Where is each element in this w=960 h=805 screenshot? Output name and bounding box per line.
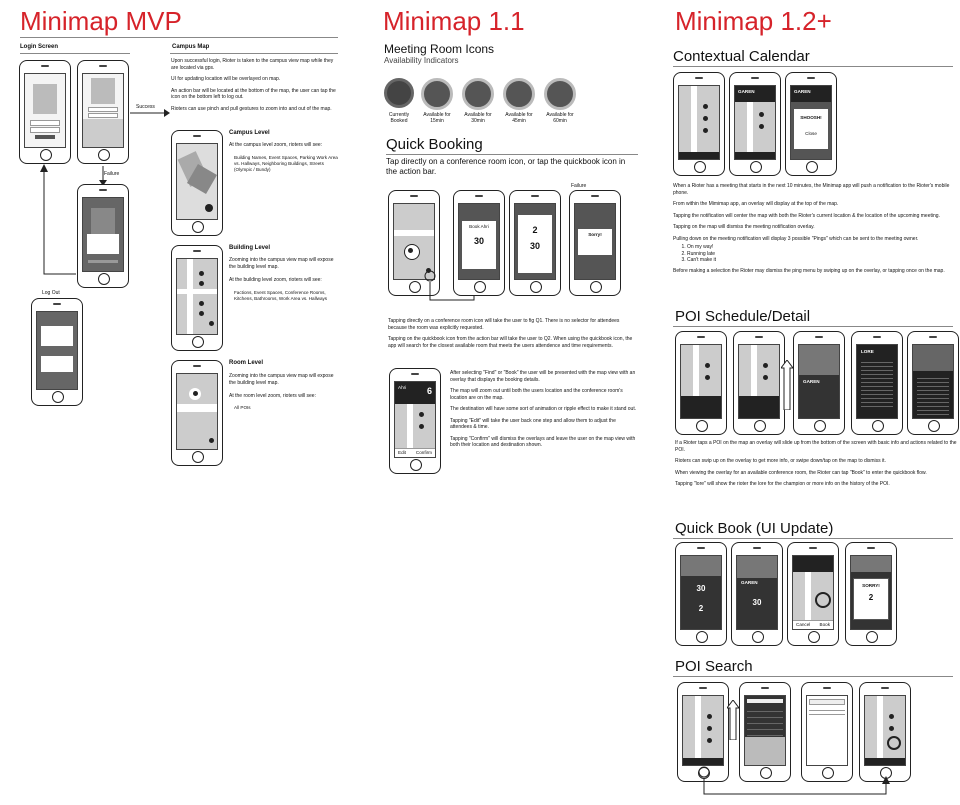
mvp-title: Minimap MVP [20, 6, 182, 36]
qbui-phone-1: 30 2 [675, 542, 727, 646]
icon-caption-1: Available for 15min [423, 112, 451, 124]
room-level-label: Room Level [229, 360, 264, 366]
campus-map-text: Upon successful login, Rioter is taken to the campus view map while they are located via gps. UI for updating location will be overlayed on map. An action bar will be located at the bottom of the map, the user can tap the icon on the bottom left to log out. Rioters can use pinch and pull gestures to zoom into and out of the map. [171, 58, 336, 112]
qbui-phone-3: Cancel Book [787, 542, 839, 646]
campus-map-label: Campus Map [172, 44, 210, 50]
success-arrow [130, 108, 170, 118]
login-phone-2 [77, 60, 129, 164]
q1-phone: Book Ahri 30 [453, 190, 505, 296]
building-level-text2: At the building level zoom, rioters will see: [229, 277, 322, 283]
poi-text: If a Rioter taps a POI on the map an overlay will slide up from the bottom of the screen with basic info and actions related to the POI. Rioters can swip up on the overlay to get more info, or swipe down/tap on the map to dismiss it. When viewing the overlay for an available conference room, the Rioter can tap "Book" to enter the quickbook flow. Tapping "lore" will show the rioter the lore for the champion or more info on the history of the POI. [675, 440, 957, 487]
v12-title: Minimap 1.2+ [675, 6, 832, 36]
campus-map-rule [170, 53, 338, 54]
room-level-text2: At the room level zoom, rioters will see: [229, 393, 316, 399]
room-icon-45 [503, 78, 535, 110]
poi-phone-2 [733, 331, 785, 435]
quickbook-ui-heading: Quick Book (UI Update) [675, 520, 834, 537]
poi-phone-4: LORE [851, 331, 903, 435]
building-level-phone [171, 245, 223, 351]
calendar-heading: Contextual Calendar [673, 48, 810, 65]
room-level-phone [171, 360, 223, 466]
search-flow-arrow [696, 766, 896, 800]
qbui-phone-4: SORRY! 2 [845, 542, 897, 646]
qb-paragraphs-1: Tapping directly on a conference room icon will take the user to fig Q1. There is no selector for attendees because the room was explicitly requested. Tapping on the quickbook icon from the action bar will take the user to Q2. When using the quickbook icon, the app will search for the closest available room that meets the users attendence and time requirements. [388, 318, 633, 349]
logout-label: Log Out [42, 290, 60, 296]
campus-level-list: Building Names, Event Spaces, Parking Work Area vs. Hallways, Neighboring Buildings, Streets (Olympic / Bundy) [234, 155, 338, 172]
room-level-list: All POIs [234, 405, 251, 410]
cal-phone-2: GAREN [729, 72, 781, 176]
quick-booking-heading: Quick Booking [386, 136, 483, 153]
q-failure-label: Failure [571, 183, 587, 189]
poi-phone-1 [675, 331, 727, 435]
quick-booking-desc: Tap directly on a conference room icon, or tap the quickbook icon in the action bar. [386, 157, 626, 176]
swipe-up-arrow [781, 360, 793, 410]
poi-phone-3: GAREN [793, 331, 845, 435]
room-icon-30 [462, 78, 494, 110]
room-icon-60 [544, 78, 576, 110]
building-level-text1: Zooming into the campus view map will expose the building level map. [229, 257, 334, 270]
v11-title: Minimap 1.1 [383, 6, 525, 36]
failure-phone [77, 184, 129, 288]
logout-phone [31, 298, 83, 406]
cal-phone-1 [673, 72, 725, 176]
q3-phone: Sorry! [569, 190, 621, 296]
login-screen-label: Login Screen [20, 44, 59, 50]
quickbook-ui-rule [673, 538, 953, 539]
login-phone-1 [19, 60, 71, 164]
campus-level-label: Campus Level [229, 130, 270, 136]
login-rule [20, 53, 130, 54]
poi-phone-5 [907, 331, 959, 435]
icon-caption-4: Available for 60min [546, 112, 574, 124]
icons-subheading: Availability Indicators [384, 56, 459, 65]
icon-caption-2: Available for 30min [464, 112, 492, 124]
quick-booking-rule [386, 154, 638, 155]
booking-result-phone: Ahri 6 Edit Confirm [389, 368, 441, 474]
search-rule [673, 676, 953, 677]
icon-caption-0: Currently Booked [388, 112, 410, 124]
icon-caption-3: Available for 45min [505, 112, 533, 124]
poi-rule [673, 326, 953, 327]
search-heading: POI Search [675, 658, 753, 675]
building-level-list: Factions, Event Spaces, Conference Rooms, Kitchens, Bathrooms, Work Area vs. Hallways [234, 290, 328, 301]
qb-paragraphs-2: After selecting "Find" or "Book" the user will be presented with the map view with an overlay that displays the booking details. The map will zoom out until both the users location and the conference room's location are on the map. The destination will have some sort of animation or ripple effect to make it stand out. Tapping "Edit" will take the user back one step and allow them to adjust the attendees & time. Tapping "Confirm" will dismiss the overlays and leave the user on the map view with both their location and destination shown. [450, 370, 637, 448]
qbui-phone-2: GAREN 30 [731, 542, 783, 646]
room-icon-booked [384, 78, 414, 108]
campus-level-text: At the campus level zoom, rioters will see: [229, 142, 323, 148]
room-level-text1: Zooming into the campus view map will expose the building level map. [229, 373, 334, 386]
calendar-rule [673, 66, 953, 67]
poi-heading: POI Schedule/Detail [675, 308, 811, 325]
calendar-text: When a Rioter has a meeting that starts in the next 10 minutes, the Minimap app will push a notification to the Rioter's mobile phone. From within the Mimimap app, an overlay will display at the top of the map. Tapping the notification will center the map with both the Rioter's current location & the location of the upcoming meeting. Tapping on the map will dismiss the meeting notification overlay. Pulling down on the meeting notification will display 3 possible "Pings" which can be sent to the meeting owner. 1. On my way! 2. Running late 3. Can't make it Before making a selection the Rioter may dismiss the ping menu by swiping up on the overlay, or tapping once on the map. [673, 183, 955, 279]
qb-flow-arrow [418, 270, 478, 306]
failure-label: Failure [104, 171, 120, 177]
mvp-title-rule [20, 37, 338, 38]
room-icon-15 [421, 78, 453, 110]
search-up-arrow [727, 700, 739, 740]
success-label: Success [136, 104, 155, 110]
q2-phone: 2 30 [509, 190, 561, 296]
icons-heading: Meeting Room Icons [384, 42, 495, 56]
cal-phone-3: GAREN SHOOSH! Close [785, 72, 837, 176]
building-level-label: Building Level [229, 245, 271, 251]
campus-level-phone [171, 130, 223, 236]
